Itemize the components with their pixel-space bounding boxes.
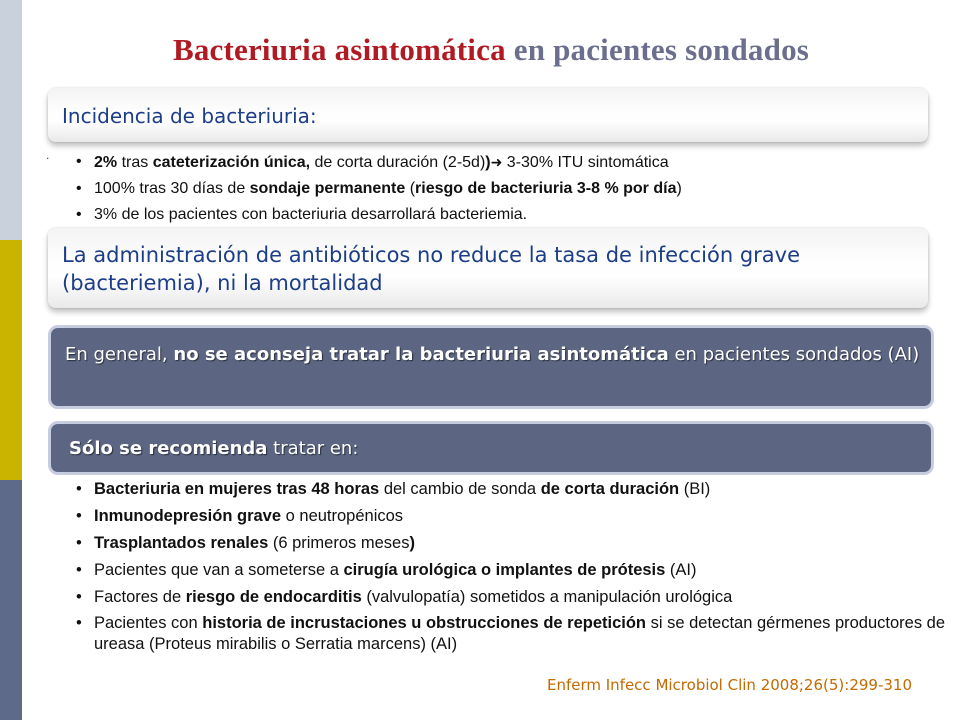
incidencia-box — [48, 88, 928, 142]
text: 100% tras 30 días de — [94, 180, 250, 197]
text: de corta duración (2-5d) — [310, 154, 486, 171]
slide-title — [22, 32, 960, 68]
bold-text: historia de incrustaciones u obstrucciones de repetición — [202, 614, 647, 632]
text: o neutropénicos — [281, 507, 404, 525]
text: (6 primeros meses — [268, 534, 410, 552]
text: 3-30% ITU sintomática — [502, 154, 669, 171]
title-part-red: Bacteriuria asintomática — [172, 32, 506, 67]
bold-text: riesgo de bacteriuria 3-8 % por día — [415, 180, 677, 197]
list-item — [76, 149, 682, 176]
bold-text: ) — [485, 154, 491, 171]
title-part-gray: en pacientes sondados — [505, 32, 810, 67]
text: (AI) — [665, 561, 697, 579]
bold-text: Bacteriuria en mujeres tras 48 horas — [94, 480, 380, 498]
bold-text: sondaje permanente — [249, 180, 406, 197]
text: ( — [405, 180, 416, 197]
bold-text: Inmunodepresión grave — [94, 507, 282, 525]
bold-text: no se aconseja tratar la bacteriuria asintomática — [173, 344, 669, 365]
side-bar-bottom — [0, 480, 22, 720]
bold-text: de corta duración — [540, 480, 680, 498]
list-item — [76, 505, 960, 527]
antibiotics-box — [48, 228, 928, 308]
bold-text: 2% — [94, 154, 118, 171]
bold-text: riesgo de endocarditis — [185, 588, 362, 606]
text: En general, — [65, 344, 174, 365]
text: Factores de — [94, 588, 186, 606]
side-bar-middle — [0, 240, 22, 480]
text: (BI) — [679, 480, 711, 498]
list-item — [76, 202, 682, 228]
antibiotics-text: La administración de antibióticos no reduce la tasa de infección grave (bacteriemia), ni la mortalidad — [62, 243, 801, 295]
only-recommended-box — [48, 421, 934, 475]
text: tratar en: — [267, 438, 359, 459]
list-item — [76, 176, 682, 202]
list-item — [76, 559, 960, 581]
text: Pacientes con — [94, 614, 203, 632]
list-item — [76, 532, 960, 554]
incidencia-label: Incidencia de bacteriuria: — [62, 104, 317, 128]
side-bar-top — [0, 0, 22, 240]
arrow-right-icon: ➜ — [490, 154, 503, 170]
bold-text: Sólo se recomienda — [69, 438, 268, 459]
text: Pacientes que van a someterse a — [94, 561, 344, 579]
text: en pacientes sondados (AI) — [668, 344, 920, 365]
incidencia-list — [76, 149, 682, 228]
text: del cambio de sonda — [379, 480, 541, 498]
text: ) — [676, 180, 682, 197]
bold-text: cateterización única, — [152, 154, 311, 171]
text: 3% de los pacientes con bacteriuria desarrollará bacteriemia. — [94, 206, 528, 223]
text: tras — [117, 154, 153, 171]
bold-text: ) — [409, 534, 415, 552]
text: (valvulopatía) sometidos a manipulación urológica — [361, 588, 733, 606]
recommendation-list — [76, 478, 960, 660]
list-item — [76, 613, 960, 655]
list-item — [76, 478, 960, 500]
bold-text: cirugía urológica o implantes de prótesis — [343, 561, 666, 579]
stray-dot: . — [46, 148, 50, 162]
general-recommendation-box — [48, 325, 934, 409]
list-item — [76, 586, 960, 608]
bold-text: Trasplantados renales — [94, 534, 269, 552]
text: si se detectan gérmenes productores de ureasa (Proteus mirabilis o Serratia marcens) (AI) — [94, 614, 946, 653]
citation: Enferm Infecc Microbiol Clin 2008;26(5):299-310 — [546, 676, 912, 694]
